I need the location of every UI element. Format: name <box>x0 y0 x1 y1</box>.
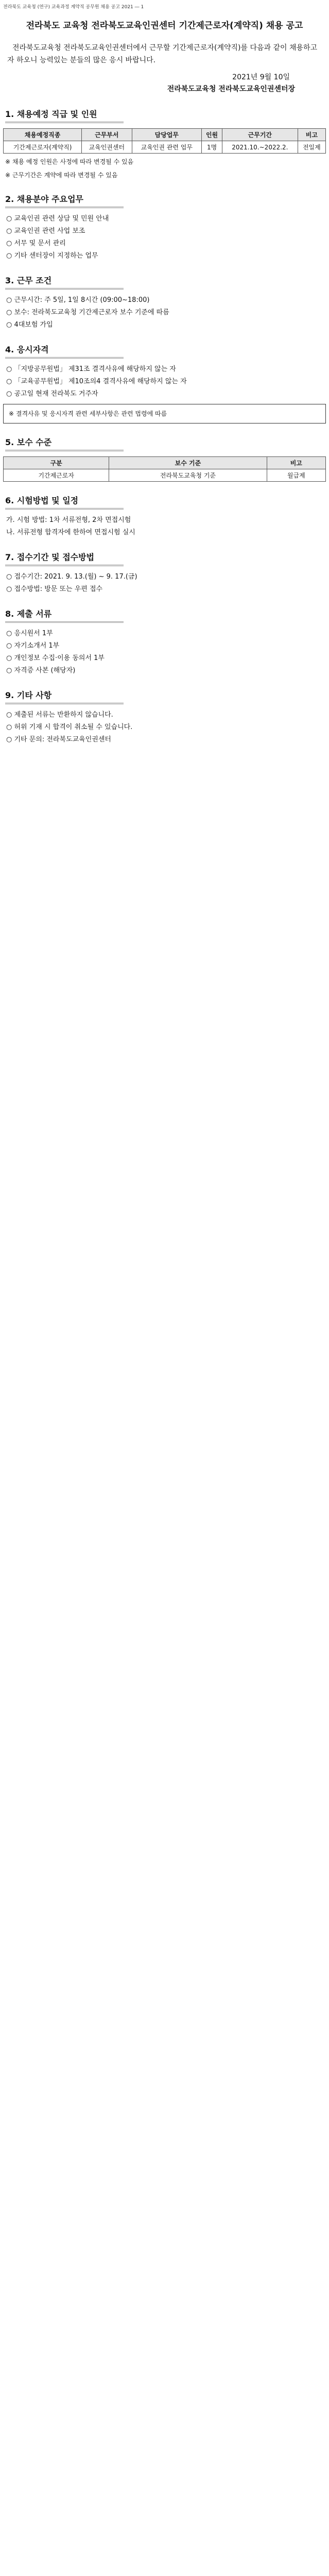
list-item: ○ 접수방법: 방문 또는 우편 접수 <box>6 585 103 593</box>
list-item: ○ 교육인권 관련 상담 및 민원 안내 <box>6 215 109 223</box>
table-header: 보수 기준 <box>109 457 267 469</box>
section-title: 8. 제출 서류 <box>5 607 124 623</box>
list-item: ○ 기타 센터장이 지정하는 업무 <box>6 252 98 260</box>
table-row <box>4 469 326 482</box>
section-title: 1. 채용예정 직급 및 인원 <box>5 108 124 123</box>
table-header: 비고 <box>298 129 325 141</box>
section-documents <box>3 607 326 676</box>
intro-text: 전라북도교육청 전라북도교육인권센터에서 근무할 기간제근로자(계약직)를 다음과 같이 채용하고자 하오니 능력있는 분들의 많은 응시 바랍니다. <box>7 44 318 64</box>
list-item: 나. 서류전형 합격자에 한하여 면접시험 실시 <box>6 529 135 536</box>
section-title: 6. 시험방법 및 일정 <box>5 494 124 510</box>
header-tag: 전라북도 교육청 (연구) 교육과정 계약직 공무원 채용 공고 2021 ― 1 <box>3 5 144 10</box>
table-cell: 2021.10.~2022.2. <box>222 141 298 154</box>
list-item: ○ 「지방공무원법」 제31조 결격사유에 해당하지 않는 자 <box>6 365 176 373</box>
organization-name: 전라북도교육청 전라북도교육인권센터장 <box>167 85 295 93</box>
table-header: 근무기간 <box>222 129 298 141</box>
list-item: 가. 시험 방법: 1차 서류전형, 2차 면접시험 <box>6 516 131 524</box>
section-exam <box>3 494 326 538</box>
list-item: ○ 응시원서 1부 <box>6 630 53 637</box>
section-positions <box>3 108 326 180</box>
note: ※ 근무기간은 계약에 따라 변경될 수 있음 <box>5 172 118 179</box>
table-cell: 전일제 <box>298 141 325 154</box>
table-header: 담당업무 <box>132 129 202 141</box>
table-row <box>4 141 326 154</box>
section-title: 9. 기타 사항 <box>5 689 124 704</box>
section-title: 2. 채용분야 주요업무 <box>5 193 124 208</box>
section-conditions <box>3 274 326 331</box>
table-cell: 기간제근로자 <box>4 469 109 482</box>
list-item: ○ 접수기간: 2021. 9. 13.(월) ~ 9. 17.(금) <box>6 573 137 581</box>
announcement-date: 2021년 9월 10일 <box>232 73 290 81</box>
section-duties <box>3 193 326 262</box>
section-salary <box>3 436 326 482</box>
section-misc <box>3 689 326 745</box>
table-cell: 전라북도교육청 기준 <box>109 469 267 482</box>
table-cell: 교육인권 관련 업무 <box>132 141 202 154</box>
table-cell: 교육인권센터 <box>82 141 132 154</box>
list-item: ○ 자격증 사본 (해당자) <box>6 667 76 674</box>
list-item: ○ 교육인권 관련 사업 보조 <box>6 227 85 235</box>
list-item: ○ 「교육공무원법」 제10조의4 결격사유에 해당하지 않는 자 <box>6 378 187 385</box>
list-item: ○ 허위 기재 시 합격이 취소될 수 있습니다. <box>6 723 133 731</box>
list-item: ○ 보수: 전라북도교육청 기간제근로자 보수 기준에 따름 <box>6 309 169 316</box>
list-item: ○ 개인정보 수집·이용 동의서 1부 <box>6 654 105 662</box>
table-cell: 기간제근로자(계약직) <box>4 141 82 154</box>
notice-box: ※ 결격사유 및 응시자격 관련 세부사항은 관련 법령에 따름 <box>3 404 326 423</box>
table-header: 근무부서 <box>82 129 132 141</box>
section-qualifications <box>3 343 326 423</box>
list-item: ○ 기타 문의: 전라북도교육인권센터 <box>6 736 111 743</box>
table-header: 채용예정직종 <box>4 129 82 141</box>
list-item: ○ 자기소개서 1부 <box>6 642 60 650</box>
section-title: 7. 접수기간 및 접수방법 <box>5 551 124 566</box>
section-title: 4. 응시자격 <box>5 343 124 359</box>
table-header: 구분 <box>4 457 109 469</box>
list-item: ○ 근무시간: 주 5일, 1일 8시간 (09:00~18:00) <box>6 296 150 304</box>
page-title: 전라북도 교육청 전라북도교육인권센터 기간제근로자(계약직) 채용 공고 <box>26 21 303 31</box>
table-cell: 1명 <box>202 141 222 154</box>
table-cell: 월급제 <box>267 469 325 482</box>
list-item: ○ 4대보험 가입 <box>6 321 53 329</box>
list-item: ○ 제출된 서류는 반환하지 않습니다. <box>6 711 113 719</box>
section-title: 5. 보수 수준 <box>5 436 124 451</box>
section-title: 3. 근무 조건 <box>5 274 124 290</box>
table-header: 인원 <box>202 129 222 141</box>
table-header: 비고 <box>267 457 325 469</box>
positions-table <box>3 128 326 154</box>
list-item: ○ 공고일 현재 전라북도 거주자 <box>6 390 98 398</box>
note: ※ 채용 예정 인원은 사정에 따라 변경될 수 있음 <box>5 158 134 165</box>
list-item: ○ 서무 및 문서 관리 <box>6 240 66 247</box>
section-application <box>3 551 326 595</box>
salary-table <box>3 456 326 482</box>
